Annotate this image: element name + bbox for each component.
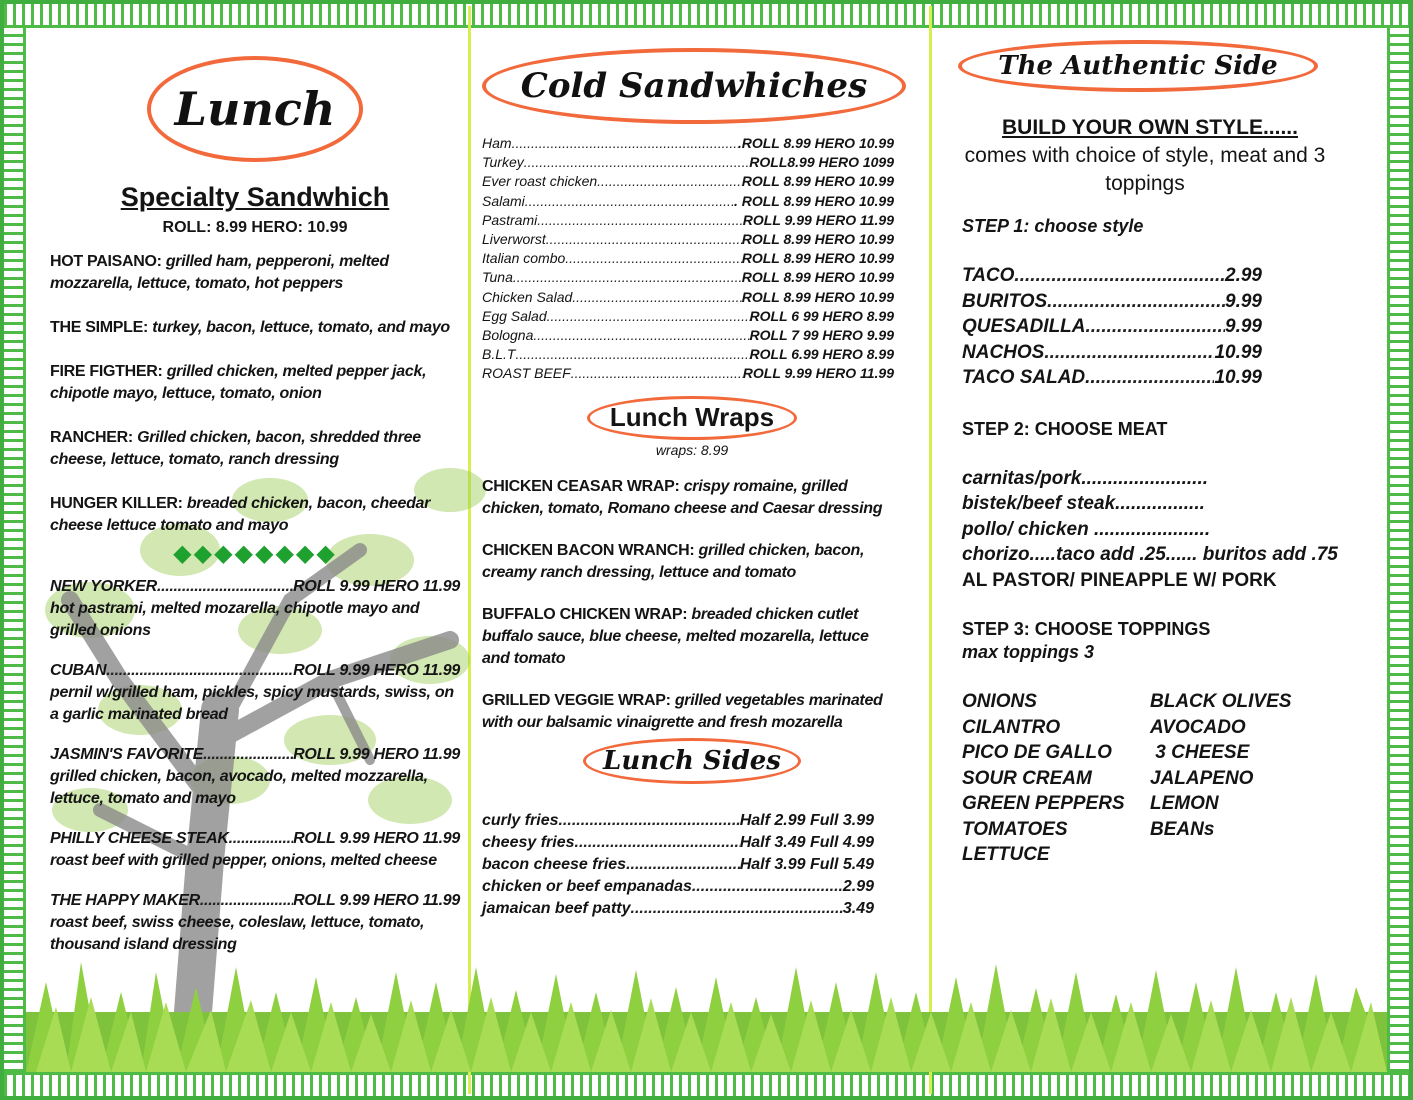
item-desc: grilled ham, pepperoni, melted mozzarella, lettuce, tomato, hot peppers: [50, 253, 389, 292]
list-item: bacon cheese fries ..... Half 3.99 Full 5.49: [482, 854, 874, 876]
list-item: carnitas/pork........................: [962, 467, 1209, 489]
leader-dots: [157, 576, 293, 598]
step-3-heading: STEP 3: CHOOSE TOPPINGS: [962, 619, 1211, 639]
list-item: Salami ..... . ROLL 8.99 HERO 10.99: [482, 192, 894, 211]
wraps-title: Lunch Wraps: [609, 402, 775, 433]
list-item: cheesy fries ..... Half 3.49 Full 4.99: [482, 832, 874, 854]
border-band-top: [4, 4, 1409, 28]
item-price: ROLL 9.99 HERO 11.99: [293, 830, 460, 847]
list-item: Italian combo ..... ROLL 8.99 HERO 10.99: [482, 249, 894, 268]
item-name: CHICKEN BACON WRANCH:: [482, 541, 695, 559]
list-item: TACO SALAD... ..... 10.99: [962, 365, 1262, 391]
list-item: Turkey ..... ROLL8.99 HERO 1099: [482, 153, 894, 172]
sides-list: [482, 810, 874, 920]
list-item: Ever roast chicken ..... ROLL 8.99 HERO 10.99: [482, 172, 894, 191]
wraps-price: wraps: 8.99: [655, 441, 729, 458]
list-item: Tuna ..... ROLL 8.99 HERO 10.99: [482, 268, 894, 287]
lunch-panel: [50, 40, 460, 956]
leader-dots: [200, 890, 293, 912]
wrap-item: [482, 604, 894, 670]
list-item: BURITOS ..... 9.99: [962, 289, 1262, 315]
special-item: [50, 828, 460, 872]
item-desc: grilled chicken, bacon, avocado, melted mozzarella, lettuce, tomato and mayo: [50, 768, 428, 807]
specialty-prices: ROLL: 8.99 HERO: 10.99: [162, 219, 348, 236]
fold-line-right: [929, 6, 932, 1094]
item-price: ROLL 9.99 HERO 11.99: [293, 892, 460, 909]
wraps-title-oval: [587, 396, 797, 440]
diamond-divider: ◆◆◆◆◆◆◆◆: [173, 540, 337, 567]
item-desc: grilled chicken, bacon, creamy ranch dressing, lettuce and tomato: [482, 541, 865, 581]
menu-item: [50, 427, 460, 471]
cold-title: Cold Sandwhiches: [520, 66, 868, 106]
step-2-heading: STEP 2: CHOOSE MEAT: [962, 418, 1168, 439]
leader-dots: [203, 744, 293, 766]
item-desc: grilled vegetables marinated with our balsamic vinaigrette and fresh mozarella: [482, 691, 883, 731]
list-item: ROAST BEEF ..... ROLL 9.99 HERO 11.99: [482, 364, 894, 383]
list-item: pollo/ chicken ......................: [962, 518, 1211, 540]
cold-title-oval: [482, 48, 906, 124]
authentic-panel: [940, 40, 1360, 868]
special-item: [50, 890, 460, 956]
list-item: SOUR CREAM: [962, 767, 1092, 789]
item-desc: Grilled chicken, bacon, shredded three cheese, lettuce, tomato, ranch dressing: [50, 429, 421, 468]
menu-item: [50, 317, 460, 339]
item-name: THE SIMPLE:: [50, 319, 149, 336]
list-item: PICO DE GALLO: [962, 742, 1112, 763]
list-item: Pastrami ..... ROLL 9.99 HERO 11.99: [482, 211, 894, 230]
toppings-grid: [962, 689, 1360, 868]
build-intro: comes with choice of style, meat and 3 toppings: [964, 144, 1326, 195]
list-item: NACHOS ..... 10.99: [962, 340, 1262, 366]
list-item: ONIONS: [962, 691, 1037, 712]
list-item: Liverworst ..... ROLL 8.99 HERO 10.99: [482, 230, 894, 249]
list-item: LETTUCE: [962, 844, 1050, 865]
max-toppings: max toppings 3: [962, 642, 1095, 662]
list-item: bistek/beef steak.................: [962, 493, 1205, 514]
item-desc: turkey, bacon, lettuce, tomato, and mayo: [148, 319, 450, 336]
list-item: chorizo.....taco add .25...... buritos add .75: [962, 544, 1338, 565]
meat-list: [962, 466, 1360, 594]
item-name: THE HAPPY MAKER: [50, 892, 200, 909]
grass-illustration: [26, 952, 1387, 1072]
list-item: B.L.T ..... ROLL 6.99 HERO 8.99: [482, 345, 894, 364]
item-desc: roast beef, swiss cheese, coleslaw, lettuce, tomato, thousand island dressing: [50, 914, 425, 953]
build-heading: BUILD YOUR OWN STYLE......: [1002, 116, 1298, 139]
item-name: GRILLED VEGGIE WRAP:: [482, 691, 671, 709]
list-item: GREEN PEPPERS: [962, 793, 1125, 814]
list-item: 3 CHEESE: [1150, 742, 1250, 763]
list-item: AVOCADO: [1150, 716, 1246, 738]
item-name: PHILLY CHEESE STEAK: [50, 830, 229, 847]
list-item: LEMON: [1150, 793, 1219, 814]
step-1-heading: STEP 1: choose style: [962, 216, 1144, 236]
list-item: curly fries ..... Half 2.99 Full 3.99: [482, 810, 874, 832]
menu-item: [50, 251, 460, 295]
item-desc: hot pastrami, melted mozarella, chipotle mayo and grilled onions: [50, 600, 420, 639]
lunch-title: Lunch: [174, 82, 336, 136]
list-item: BEANs: [1150, 818, 1215, 840]
list-item: BLACK OLIVES: [1150, 691, 1292, 712]
list-item: AL PASTOR/ PINEAPPLE W/ PORK: [962, 569, 1277, 591]
item-desc: crispy romaine, grilled chicken, tomato, Romano cheese and Caesar dressing: [482, 477, 883, 517]
toppings-column-right: [1150, 689, 1338, 868]
wrap-item: [482, 540, 894, 584]
specialty-heading: Specialty Sandwhich: [120, 182, 390, 212]
item-name: HOT PAISANO:: [50, 253, 162, 270]
list-item: jamaican beef patty ..... 3.49: [482, 898, 874, 920]
cold-sandwiches-panel: [482, 40, 902, 920]
item-name: CUBAN: [50, 662, 107, 679]
list-item: CILANTRO: [962, 716, 1061, 738]
menu-item: [50, 361, 460, 405]
item-desc: pernil w/grilled ham, pickles, spicy mustards, swiss, on a garlic marinated bread: [50, 684, 454, 723]
item-name: HUNGER KILLER:: [50, 495, 183, 512]
list-item: Egg Salad ..... ROLL 6 99 HERO 8.99: [482, 307, 894, 326]
item-desc: breaded chicken, bacon, cheedar cheese lettuce tomato and mayo: [50, 495, 431, 534]
special-item: [50, 576, 460, 642]
list-item: QUESADILLA ..... 9.99: [962, 314, 1262, 340]
sides-title-oval: [583, 738, 801, 784]
leader-dots: [106, 660, 293, 682]
list-item: TOMATOES: [962, 818, 1068, 840]
item-name: FIRE FIGTHER:: [50, 363, 163, 380]
item-desc: roast beef with grilled pepper, onions, melted cheese: [50, 852, 437, 869]
wrap-item: [482, 690, 894, 734]
style-list: [962, 263, 1262, 391]
wrap-item: [482, 476, 894, 520]
toppings-column-left: [962, 689, 1150, 868]
cold-sandwich-list: [482, 134, 894, 384]
border-band-left: [4, 28, 26, 1072]
item-price: ROLL 9.99 HERO 11.99: [293, 746, 460, 763]
special-item: [50, 744, 460, 810]
authentic-title-oval: [958, 40, 1318, 92]
menu-item: [50, 493, 460, 537]
special-item: [50, 660, 460, 726]
item-price: ROLL 9.99 HERO 11.99: [293, 578, 460, 595]
border-band-bottom: [4, 1072, 1409, 1096]
list-item: TACO ..... 2.99: [962, 263, 1262, 289]
list-item: Ham ..... .ROLL 8.99 HERO 10.99: [482, 134, 894, 153]
item-name: RANCHER:: [50, 429, 133, 446]
item-name: BUFFALO CHICKEN WRAP:: [482, 605, 688, 623]
border-band-right: [1387, 28, 1409, 1072]
item-price: ROLL 9.99 HERO 11.99: [293, 662, 460, 679]
item-name: NEW YORKER: [50, 578, 157, 595]
lunch-title-oval: [147, 56, 363, 162]
leader-dots: [229, 828, 294, 850]
item-name: CHICKEN CEASAR WRAP:: [482, 477, 680, 495]
list-item: Chicken Salad ..... ROLL 8.99 HERO 10.99: [482, 288, 894, 307]
list-item: JALAPENO: [1150, 767, 1254, 789]
sides-title: Lunch Sides: [603, 745, 781, 776]
list-item: chicken or beef empanadas ..... 2.99: [482, 876, 874, 898]
item-name: JASMIN'S FAVORITE: [50, 746, 204, 763]
item-desc: breaded chicken cutlet buffalo sauce, blue cheese, melted mozarella, lettuce and tomato: [482, 605, 869, 667]
authentic-title: The Authentic Side: [998, 51, 1278, 81]
list-item: Bologna ..... ROLL 7 99 HERO 9.99: [482, 326, 894, 345]
item-desc: grilled chicken, melted pepper jack, chipotle mayo, lettuce, tomato, onion: [50, 363, 427, 402]
